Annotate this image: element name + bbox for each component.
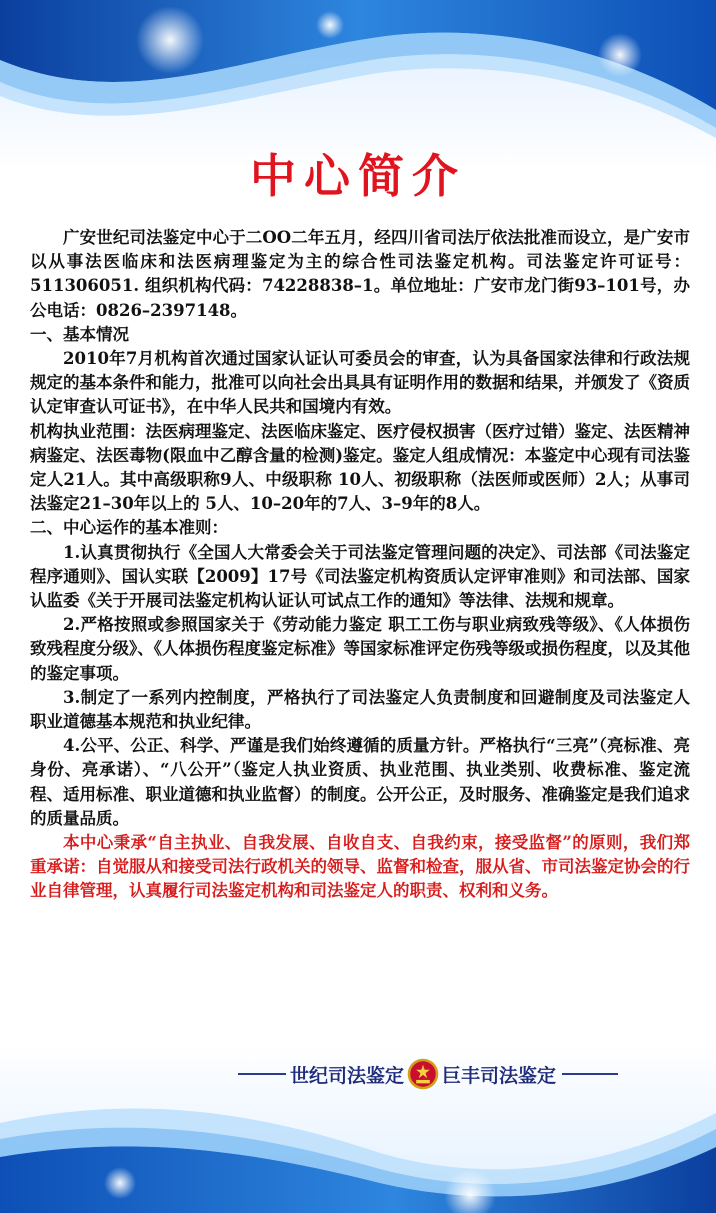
footer-right-name: 巨丰司法鉴定 — [442, 1064, 557, 1087]
bottom-wave-decoration — [0, 1083, 716, 1213]
intro-content — [30, 226, 690, 904]
principle-item: 4.公平、公正、科学、严谨是我们始终遵循的质量方针。严格执行“三亮”（亮标准、亮身份、亮承诺）、“八公开”（鉴定人执业资质、执业范围、执业类别、收费标准、鉴定流程、适用标准、职业道德和执业监督）的制度。公开公正，及时服务、准确鉴定是我们追求的质量品质。 — [30, 736, 690, 828]
pledge-paragraph: 本中心秉承“自主执业、自我发展、自收自支、自我约束，接受监督”的原则，我们郑重承诺：自觉服从和接受司法行政机关的领导、监督和检查，服从省、市司法鉴定协会的行业自律管理，认真履行司法鉴定机构和司法鉴定人的职责、权利和义务。 — [30, 833, 690, 901]
principle-item: 1.认真贯彻执行《全国人大常委会关于司法鉴定管理问题的决定》、司法部《司法鉴定程序通则》、国认实联【2009】17号《司法鉴定机构资质认定评审准则》和司法部、国家认监委《关于开展司法鉴定机构认证认可试点工作的通知》等法律、法规和规章。 — [30, 542, 690, 611]
intro-paragraph: 广安世纪司法鉴定中心于二OO二年五月，经四川省司法厅依法批准而设立，是广安市以从事法医临床和法医病理鉴定为主的综合性司法鉴定机构。司法鉴定许可证号：511306051. 组织机构代码：74228838–1。单位地址：广安市龙门街93–101号，办公电话：0826–2397148。 — [30, 228, 690, 320]
section-basic-paragraph: 2010年7月机构首次通过国家认证认可委员会的审查，认为具备国家法律和行政法规规定的基本条件和能力，批准可以向社会出具具有证明作用的数据和结果，并颁发了《资质认定审查认可证书》，在中华人民共和国境内有效。 — [30, 349, 690, 417]
section-basic-scope-paragraph: 机构执业范围：法医病理鉴定、法医临床鉴定、医疗侵权损害（医疗过错）鉴定、法医精神病鉴定、法医毒物(限血中乙醇含量的检测)鉴定。鉴定人组成情况：本鉴定中心现有司法鉴定人21人。其中高级职称9人、中级职称 10人、初级职称（法医师或医师）2人；从事司法鉴定21–30年以上的 5人、10–20年的7人、3–9年的8人。 — [30, 421, 690, 514]
page-title: 中心简介 — [250, 149, 466, 203]
section-principles-heading: 二、中心运作的基本准则： — [30, 518, 228, 538]
footer-signature — [238, 1054, 678, 1094]
top-wave-decoration — [0, 0, 716, 150]
footer-left-name: 世纪司法鉴定 — [290, 1064, 405, 1087]
footer-line-right — [562, 1073, 618, 1075]
principle-item: 2.严格按照或参照国家关于《劳动能力鉴定 职工工伤与职业病致残等级》、《人体损伤致残程度分级》、《人体损伤程度鉴定标准》等国家标准评定伤残等级或损伤程度，以及其他的鉴定事项。 — [30, 615, 690, 683]
principle-item: 3.制定了一系列内控制度，严格执行了司法鉴定人负责制度和回避制度及司法鉴定人职业道德基本规范和执业纪律。 — [30, 687, 690, 732]
footer-line-left — [238, 1073, 286, 1075]
justice-emblem-icon — [406, 1057, 440, 1091]
section-basic-heading: 一、基本情况 — [30, 324, 129, 344]
